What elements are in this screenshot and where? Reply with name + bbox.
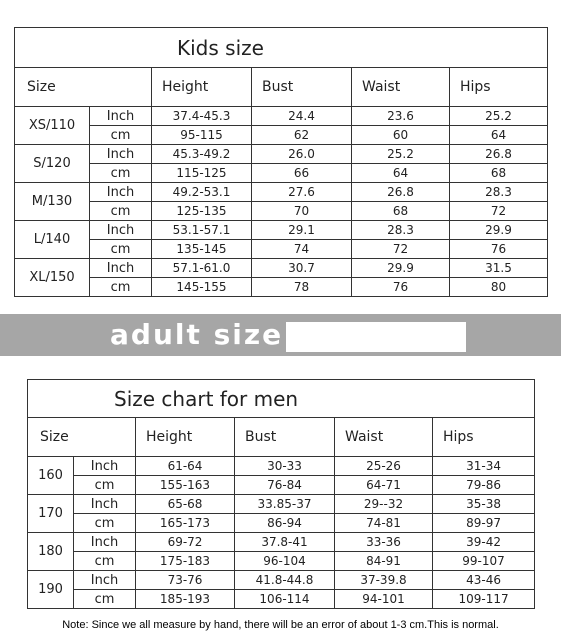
value-cell: 79-86 [433,476,535,495]
value-cell: 31-34 [433,457,535,476]
size-cell: S/120 [15,145,90,183]
value-cell: 29--32 [335,495,433,514]
unit-cell: Inch [74,495,136,514]
unit-cell: cm [74,514,136,533]
unit-cell: Inch [74,533,136,552]
value-cell: 175-183 [136,552,235,571]
value-cell: 35-38 [433,495,535,514]
unit-cell: Inch [74,457,136,476]
kids-size-table [14,27,548,297]
table-row [28,457,535,476]
value-cell: 86-94 [235,514,335,533]
unit-cell: Inch [74,571,136,590]
table-row [15,145,548,164]
size-cell: 160 [28,457,74,495]
value-cell: 73-76 [136,571,235,590]
value-cell: 26.8 [450,145,548,164]
unit-cell: Inch [90,259,152,278]
table-row [15,126,548,145]
size-cell: 180 [28,533,74,571]
value-cell: 65-68 [136,495,235,514]
unit-cell: Inch [90,183,152,202]
value-cell: 24.4 [252,107,352,126]
value-cell: 57.1-61.0 [152,259,252,278]
value-cell: 125-135 [152,202,252,221]
table-row [15,240,548,259]
unit-cell: Inch [90,107,152,126]
value-cell: 61-64 [136,457,235,476]
size-cell: L/140 [15,221,90,259]
value-cell: 78 [252,278,352,297]
column-header: Height [136,418,235,457]
value-cell: 155-163 [136,476,235,495]
unit-cell: Inch [90,145,152,164]
value-cell: 49.2-53.1 [152,183,252,202]
value-cell: 94-101 [335,590,433,609]
unit-cell: cm [90,278,152,297]
value-cell: 99-107 [433,552,535,571]
value-cell: 72 [450,202,548,221]
value-cell: 37.4-45.3 [152,107,252,126]
value-cell: 109-117 [433,590,535,609]
measurement-note: Note: Since we all measure by hand, there will be an error of about 1-3 cm.This is normal. [62,619,499,631]
value-cell: 76 [450,240,548,259]
value-cell: 29.9 [450,221,548,240]
value-cell: 95-115 [152,126,252,145]
column-header: Hips [450,68,548,107]
unit-cell: cm [90,202,152,221]
value-cell: 72 [352,240,450,259]
value-cell: 23.6 [352,107,450,126]
column-header: Waist [335,418,433,457]
value-cell: 96-104 [235,552,335,571]
value-cell: 45.3-49.2 [152,145,252,164]
table-row [15,221,548,240]
value-cell: 145-155 [152,278,252,297]
table-row [15,183,548,202]
unit-cell: cm [74,552,136,571]
table-row [28,571,535,590]
table-row [15,278,548,297]
size-cell: XL/150 [15,259,90,297]
value-cell: 28.3 [450,183,548,202]
table-title: Kids size [15,28,548,68]
value-cell: 26.0 [252,145,352,164]
column-header: Waist [352,68,450,107]
unit-cell: Inch [90,221,152,240]
column-header: Bust [235,418,335,457]
value-cell: 25-26 [335,457,433,476]
value-cell: 89-97 [433,514,535,533]
table-row [28,495,535,514]
value-cell: 33-36 [335,533,433,552]
value-cell: 76 [352,278,450,297]
value-cell: 64-71 [335,476,433,495]
banner-blank-box [286,322,466,352]
value-cell: 74 [252,240,352,259]
table-row [15,202,548,221]
value-cell: 53.1-57.1 [152,221,252,240]
value-cell: 41.8-44.8 [235,571,335,590]
table-row [15,259,548,278]
size-cell: XS/110 [15,107,90,145]
value-cell: 31.5 [450,259,548,278]
value-cell: 60 [352,126,450,145]
column-header: Height [152,68,252,107]
value-cell: 37.8-41 [235,533,335,552]
value-cell: 25.2 [450,107,548,126]
value-cell: 68 [450,164,548,183]
value-cell: 27.6 [252,183,352,202]
value-cell: 76-84 [235,476,335,495]
value-cell: 26.8 [352,183,450,202]
value-cell: 39-42 [433,533,535,552]
value-cell: 64 [450,126,548,145]
table-row [28,552,535,571]
value-cell: 25.2 [352,145,450,164]
value-cell: 29.1 [252,221,352,240]
value-cell: 135-145 [152,240,252,259]
value-cell: 62 [252,126,352,145]
value-cell: 28.3 [352,221,450,240]
value-cell: 30.7 [252,259,352,278]
table-row [28,476,535,495]
value-cell: 115-125 [152,164,252,183]
value-cell: 66 [252,164,352,183]
column-header: Size [28,418,136,457]
value-cell: 185-193 [136,590,235,609]
size-cell: 190 [28,571,74,609]
value-cell: 165-173 [136,514,235,533]
table-row [28,533,535,552]
value-cell: 43-46 [433,571,535,590]
value-cell: 64 [352,164,450,183]
value-cell: 84-91 [335,552,433,571]
table-row [28,590,535,609]
unit-cell: cm [90,240,152,259]
column-header: Hips [433,418,535,457]
unit-cell: cm [74,476,136,495]
value-cell: 70 [252,202,352,221]
unit-cell: cm [90,126,152,145]
value-cell: 68 [352,202,450,221]
value-cell: 37-39.8 [335,571,433,590]
value-cell: 29.9 [352,259,450,278]
value-cell: 80 [450,278,548,297]
unit-cell: cm [74,590,136,609]
size-cell: M/130 [15,183,90,221]
column-header: Bust [252,68,352,107]
unit-cell: cm [90,164,152,183]
table-row [15,164,548,183]
table-row [15,107,548,126]
size-cell: 170 [28,495,74,533]
table-title: Size chart for men [28,380,535,418]
adult-size-label: adult size [110,318,284,351]
value-cell: 106-114 [235,590,335,609]
column-header: Size [15,68,152,107]
table-row [28,514,535,533]
value-cell: 30-33 [235,457,335,476]
men-size-table [27,379,535,609]
value-cell: 33.85-37 [235,495,335,514]
value-cell: 69-72 [136,533,235,552]
value-cell: 74-81 [335,514,433,533]
